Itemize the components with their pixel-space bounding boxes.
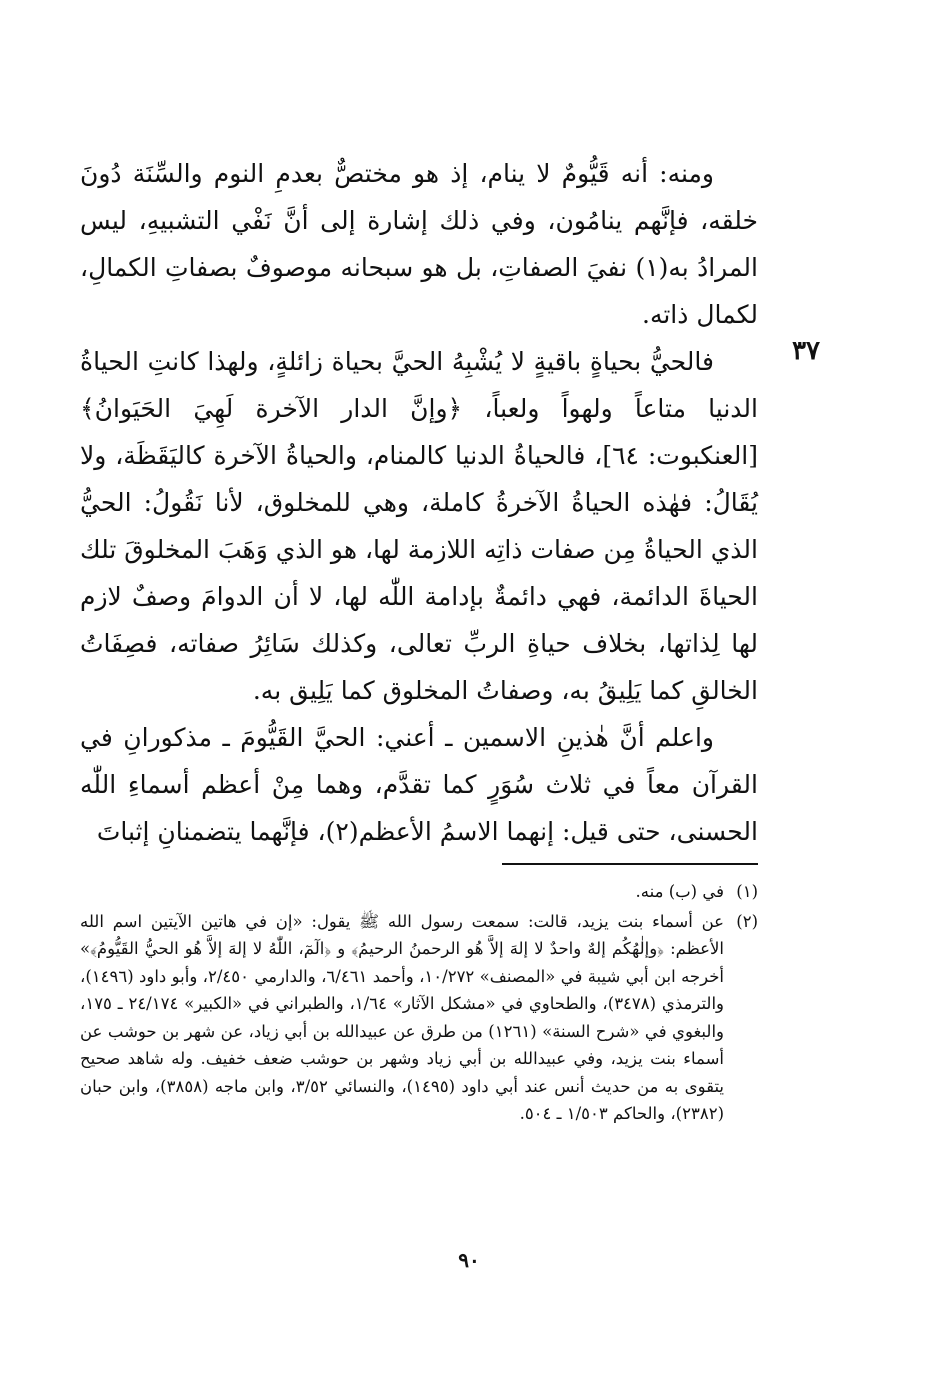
footnote-1 — [80, 878, 758, 906]
footnote-2 — [80, 908, 758, 1128]
footnote-text: عن أسماء بنت يزيد، قالت: سمعت رسول الله ﷺ يقول: «إن في هاتين الآيتين اسم الله الأعظم: ﴿وإلٰهُكُم إلهٌ واحدٌ لا إلهَ إلاَّ هُو الرحمنُ الرحيمُ﴾ و ﴿الٓمٓ، اللّٰهُ لا إلهَ إلاَّ هُو الحيُّ القَيُّومُ﴾» أخرجه ابن أبي شيبة في «المصنف» ١٠/٢٧٢، وأحمد ٦/٤٦١، والدارمي ٢/٤٥٠، وأبو داود (١٤٩٦)، والترمذي (٣٤٧٨)، والطحاوي في «مشكل الآثار» ١/٦٤، والطبراني في «الكبير» ٢٤/١٧٤ ـ ١٧٥، والبغوي في «شرح السنة» (١٢٦١) من طرق عن عبيدالله بن أبي زياد، عن شهر بن حوشب عن أسماء بنت يزيد، وفي عبيدالله بن أبي زياد وشهر بن حوشب ضعف خفيف. وله شاهد صحيح يتقوى به من حديث أنس عند أبي داود (١٤٩٥)، والنسائي ٣/٥٢، وابن ماجه (٣٨٥٨)، وابن حبان (٢٣٨٢)، والحاكم ١/٥٠٣ ـ ٥٠٤. — [80, 911, 725, 1123]
footnote-number: (٢) — [736, 911, 758, 931]
paragraph-hayy: فالحيُّ بحياةٍ باقيةٍ لا يُشْبِهُ الحيَّ بحياة زائلةٍ، ولهذا كانتِ الحياةُ الدنيا متاعاً ولهواً ولعباً، ﴿وإنَّ الدار الآخرة لَهِيَ الحَيَوانُ﴾ [العنكبوت: ٦٤]، فالحياةُ الدنيا كالمنام، والحياةُ الآخرة كاليَقَظَة، ولا يُقَالُ: فهٰذه الحياةُ الآخرةُ كاملة، وهي للمخلوق، لأنا نَقُولُ: الحيُّ الذي الحياةُ مِن صفات ذاتِه اللازمة لها، هو الذي وَهَبَ المخلوقَ تلك الحياةَ الدائمة، فهي دائمةٌ بإدامة اللّٰه لها، لا أن الدوامَ وصفٌ لازم لها لِذاتها، بخلاف حياةِ الربِّ تعالى، وكذلك سَائِرُ صفاته، فصِفَاتُ الخالقِ كما يَلِيقُ به، وصفاتُ المخلوق كما يَلِيق به. — [80, 347, 759, 705]
page-number: ٩٠ — [458, 1248, 480, 1272]
footnote-number: (١) — [736, 882, 758, 901]
main-text — [80, 150, 758, 855]
section-number: ٣٧ — [792, 336, 820, 366]
footnote-text: في (ب) منه. — [635, 882, 724, 901]
paragraph-two-names: واعلم أنَّ هٰذينِ الاسمين ـ أعني: الحيَّ القَيُّومَ ـ مذكورانِ في القرآن معاً في ثلاث سُوَرٍ كما تقدَّم، وهما مِنْ أعظم أسماءِ اللّٰه الحسنى، حتى قيل: إنهما الاسمُ الأعظم(٢)، فإنَّهما يتضمنانِ إثباتَ — [80, 723, 758, 846]
footnote-divider — [502, 863, 758, 865]
footnotes — [80, 878, 758, 1130]
paragraph-qayyum: ومنه: أنه قَيُّومٌ لا ينام، إذ هو مختصٌّ بعدمِ النوم والسِّنَة دُونَ خلقه، فإنَّهم ينامُون، وفي ذلك إشارة إلى أنَّ نَفْي التشبيهِ، ليس المرادُ به(١) نفيَ الصفاتِ، بل هو سبحانه موصوفٌ بصفاتِ الكمالِ، لكمال ذاته. — [80, 159, 758, 329]
